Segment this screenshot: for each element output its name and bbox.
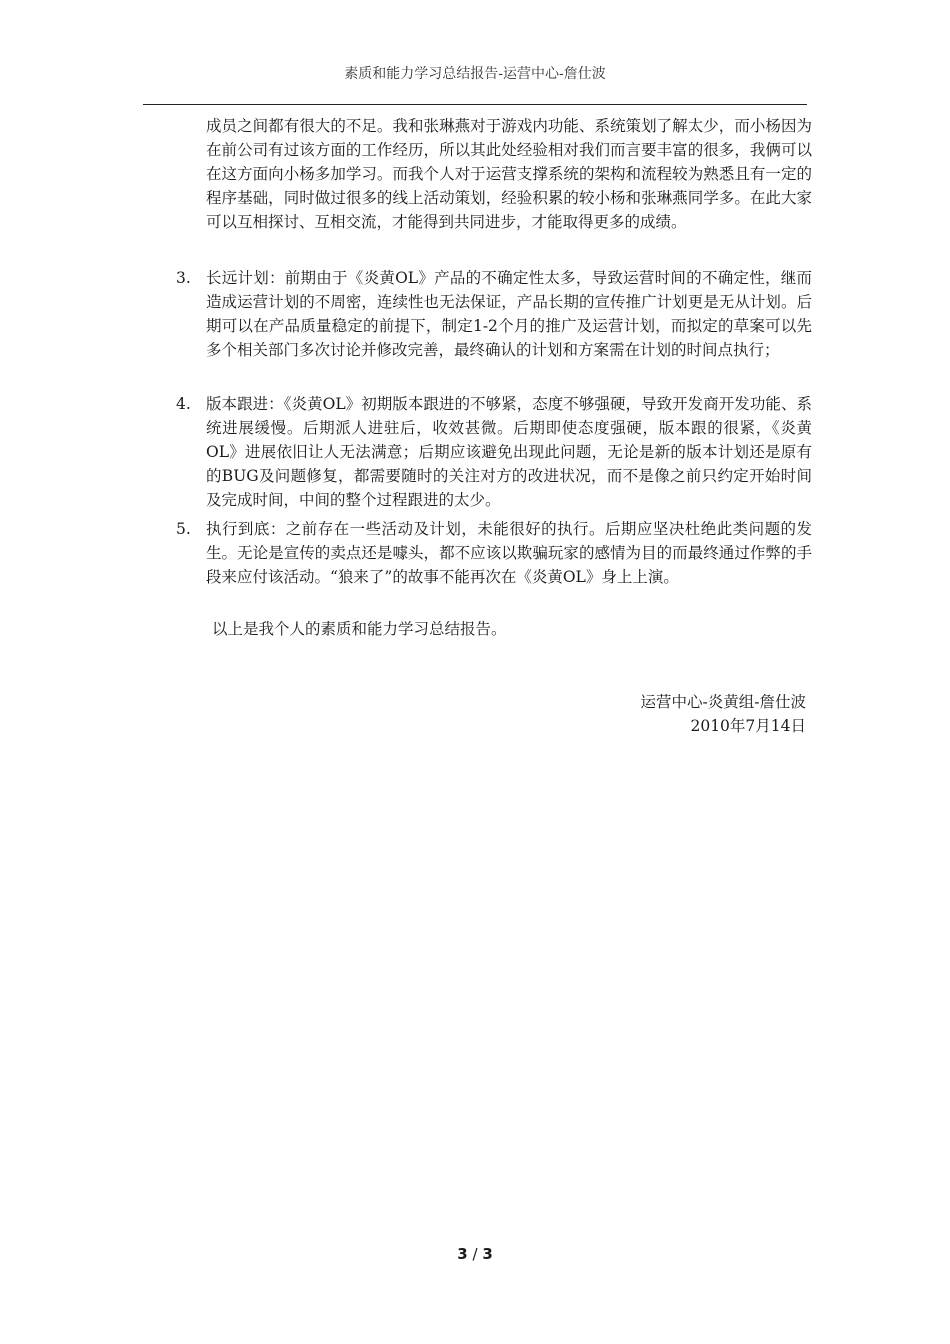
list-item-number: 5. xyxy=(176,520,191,538)
total-pages-number: 3 xyxy=(482,1245,493,1263)
closing-statement: 以上是我个人的素质和能力学习总结报告。 xyxy=(212,620,507,638)
list-item-number: 4. xyxy=(176,395,191,413)
paragraph-continuation: 成员之间都有很大的不足。我和张琳燕对于游戏内功能、系统策划了解太少，而小杨因为在前公司有过该方面的工作经历，所以其此处经验相对我们而言要丰富的很多，我俩可以在这方面向小杨多加学习。而我个人对于运营支撑系统的架构和流程较为熟悉且有一定的程序基础，同时做过很多的线上活动策划，经验积累的较小杨和张琳燕同学多。在此大家可以互相探讨、互相交流，才能得到共同进步，才能取得更多的成绩。 xyxy=(206,117,812,231)
signature-author: 运营中心-炎黄组-詹仕波 xyxy=(640,693,806,711)
page-separator: / xyxy=(472,1245,478,1263)
list-item-number: 3. xyxy=(176,269,191,287)
header-title: 素质和能力学习总结报告-运营中心-詹仕波 xyxy=(344,66,606,82)
current-page-number: 3 xyxy=(457,1245,468,1263)
page-footer xyxy=(0,1244,950,1264)
list-item-text: 长远计划：前期由于《炎黄OL》产品的不确定性太多，导致运营时间的不确定性，继而造成运营计划的不周密，连续性也无法保证，产品长期的宣传推广计划更是无从计划。后期可以在产品质量稳定的前提下，制定1-2个月的推广及运营计划，而拟定的草案可以先多个相关部门多次讨论并修改完善，最终确认的计划和方案需在计划的时间点执行； xyxy=(206,269,812,359)
header-divider xyxy=(143,104,807,105)
list-item-text: 执行到底：之前存在一些活动及计划，未能很好的执行。后期应坚决杜绝此类问题的发生。无论是宣传的卖点还是噱头，都不应该以欺骗玩家的感情为目的而最终通过作弊的手段来应付该活动。“狼来了”的故事不能再次在《炎黄OL》身上上演。 xyxy=(206,520,812,586)
signature-date: 2010年7月14日 xyxy=(690,717,806,735)
list-item-text: 版本跟进：《炎黄OL》初期版本跟进的不够紧，态度不够强硬，导致开发商开发功能、系统进展缓慢。后期派人进驻后，收效甚微。后期即使态度强硬，版本跟的很紧，《炎黄OL》进展依旧让人无法满意；后期应该避免出现此问题，无论是新的版本计划还是原有的BUG及问题修复，都需要随时的关注对方的改进状况，而不是像之前只约定开始时间及完成时间，中间的整个过程跟进的太少。 xyxy=(206,395,812,509)
